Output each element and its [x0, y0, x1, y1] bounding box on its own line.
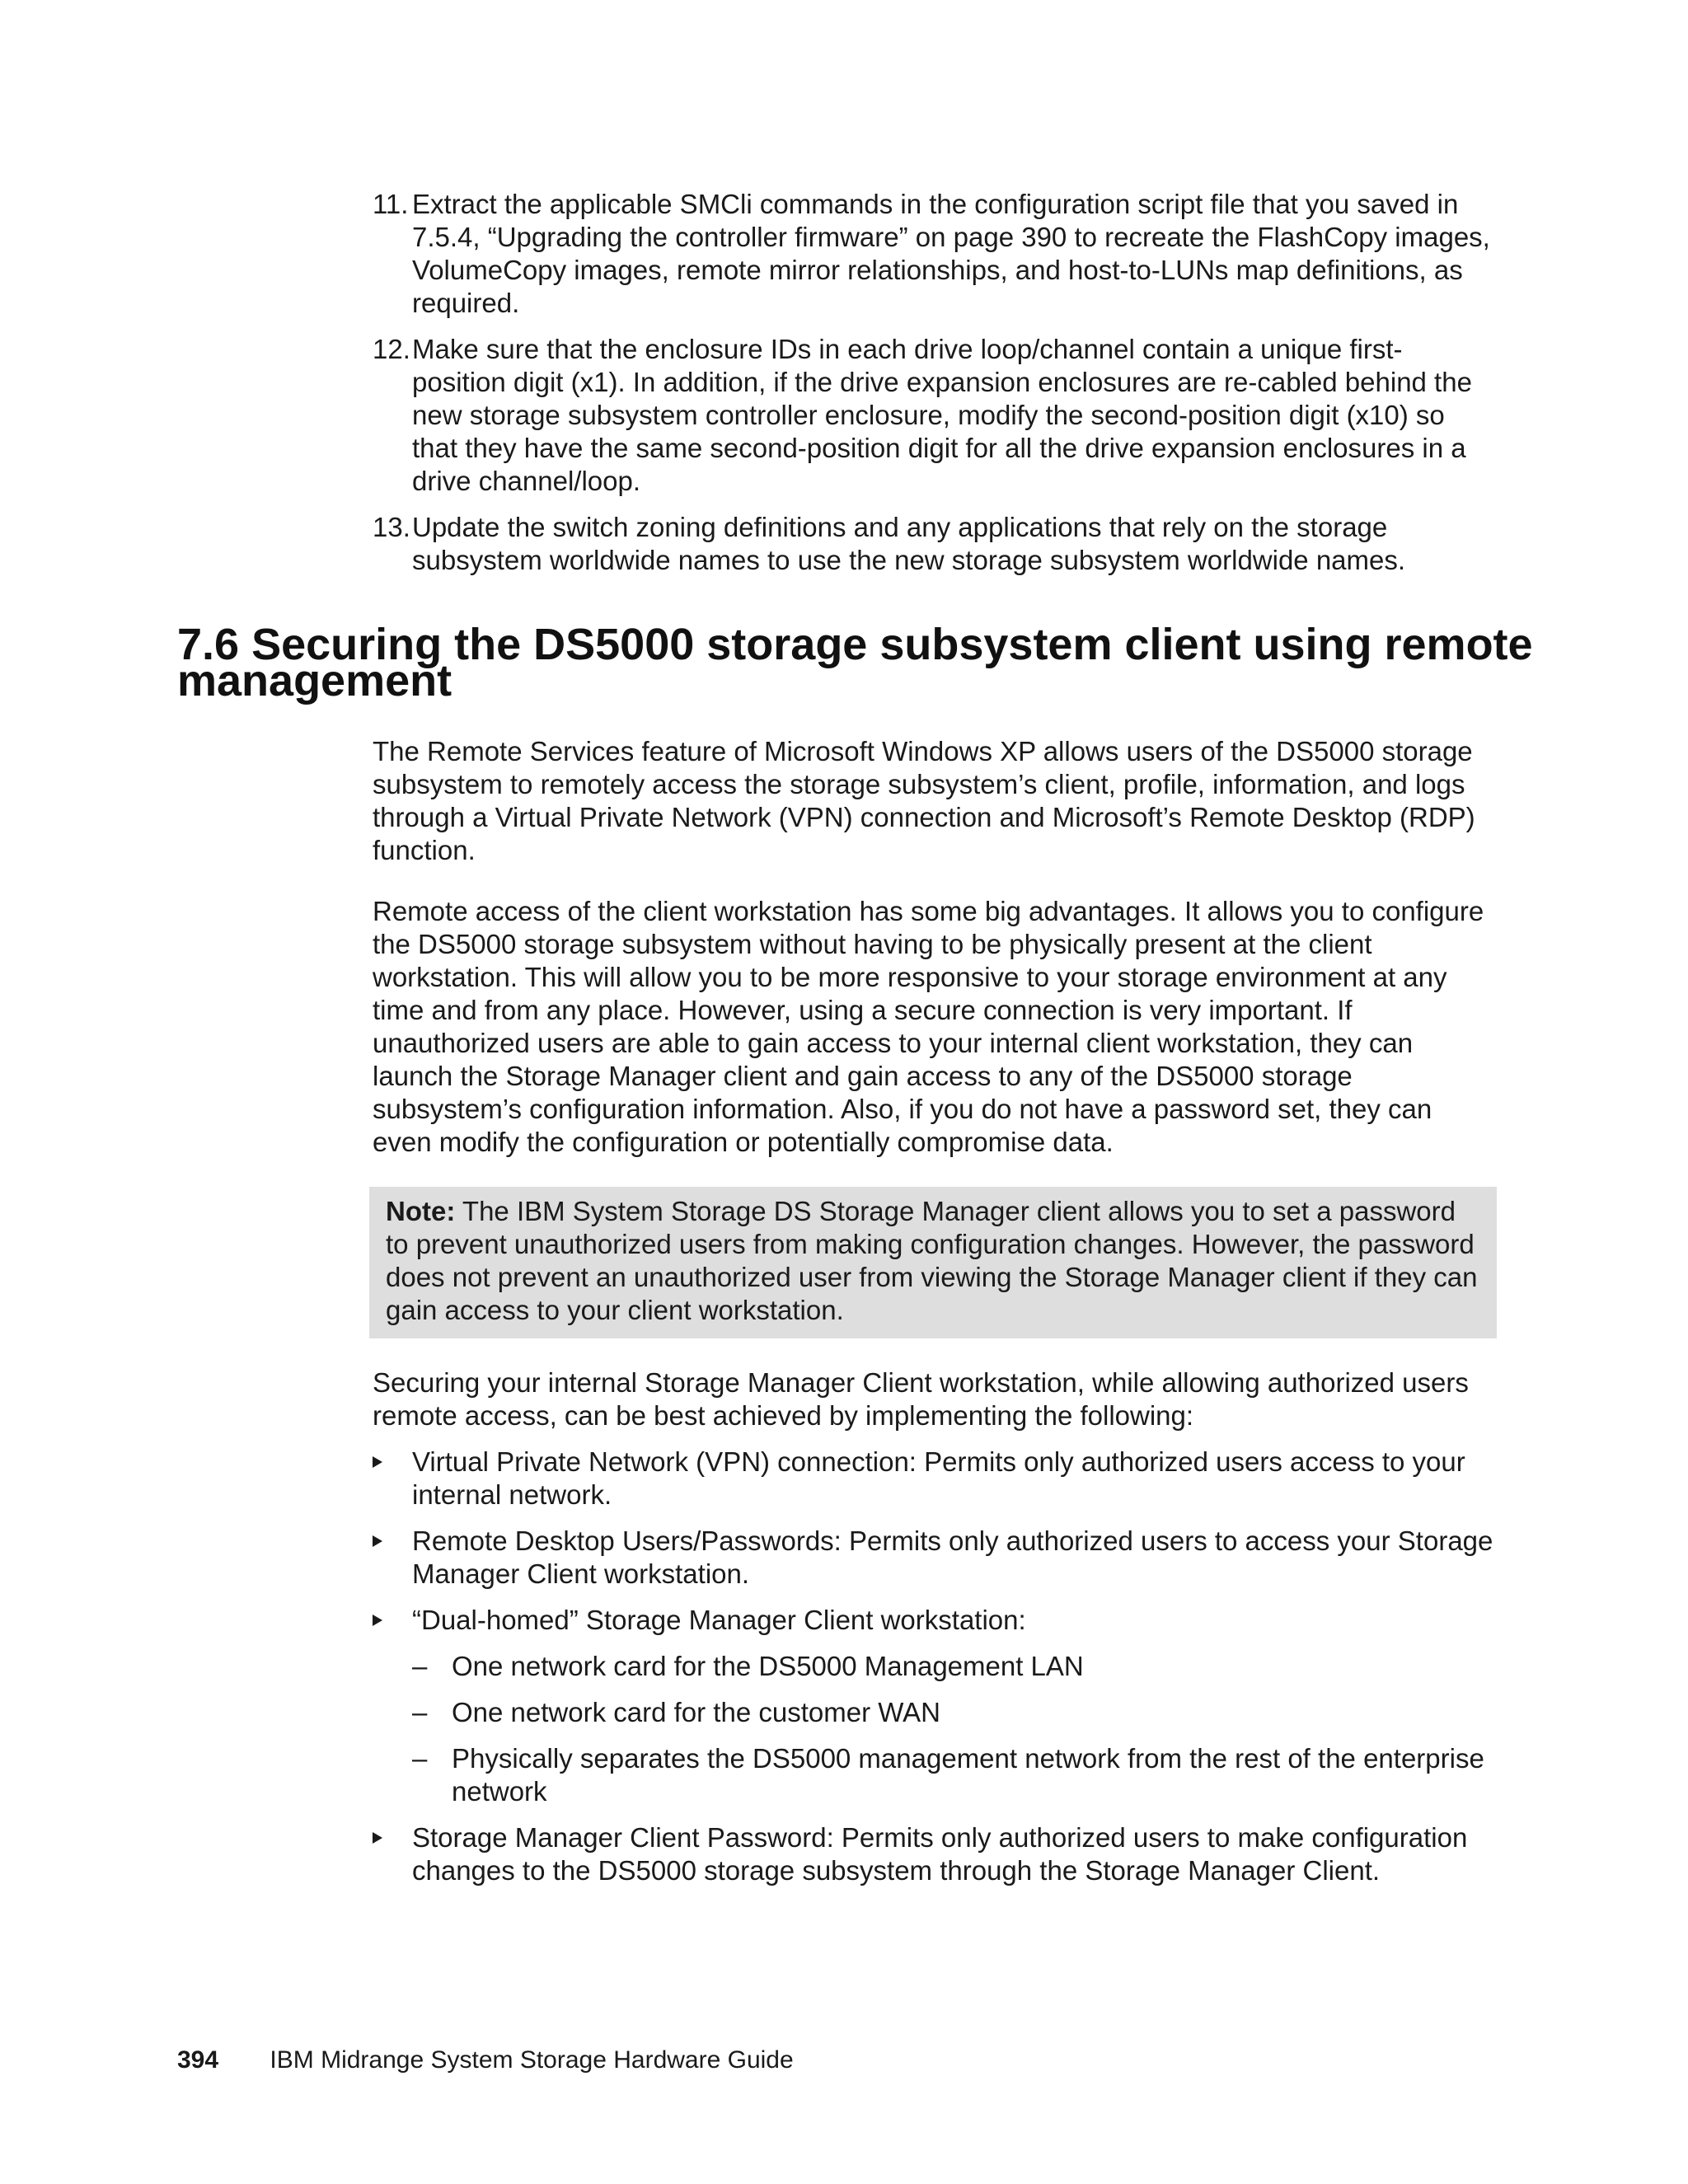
step-number: 11.	[373, 189, 409, 219]
sub-bullet-list	[412, 1650, 1493, 1808]
bullet-item	[373, 1525, 1493, 1591]
step-text: Extract the applicable SMCli commands in the configuration script file that you saved in 7.5.4, “Upgrading the controller firmware” on page 390 to recreate the FlashCopy images, VolumeCopy images, remote mirror relationships, and host-to-LUNs map definitions, as required.	[412, 189, 1490, 318]
section-heading: 7.6 Securing the DS5000 storage subsystem client using remote management	[177, 620, 1533, 705]
step-text: Make sure that the enclosure IDs in each drive loop/channel contain a unique first-position digit (x1). In addition, if the drive expansion enclosures are re-cabled behind the new storage subsystem controller enclosure, modify the second-position digit (x10) so that they have the same second-position digit for all the drive expansion enclosures in a drive channel/loop.	[412, 334, 1472, 496]
book-title: IBM Midrange System Storage Hardware Guide	[270, 2046, 794, 2074]
dash-marker: –	[412, 1651, 428, 1681]
step-item	[373, 333, 1493, 498]
section-body	[373, 735, 1493, 1900]
intro-paragraph: Securing your internal Storage Manager Client workstation, while allowing authorized users remote access, can be best achieved by implementing the following:	[373, 1367, 1469, 1431]
bullet-text: “Dual-homed” Storage Manager Client workstation:	[412, 1605, 1026, 1635]
step-item	[373, 511, 1493, 577]
triangle-bullet-icon	[373, 1535, 382, 1547]
triangle-bullet-icon	[373, 1832, 382, 1844]
bullet-text: Remote Desktop Users/Passwords: Permits only authorized users to access your Storage Manager Client workstation.	[412, 1526, 1493, 1589]
note-text: The IBM System Storage DS Storage Manager client allows you to set a password to prevent unauthorized users from making configuration changes. However, the password does not prevent an unauthorized user from viewing the Storage Manager client if they can gain access to your client workstation.	[386, 1196, 1478, 1325]
paragraph: The Remote Services feature of Microsoft Windows XP allows users of the DS5000 storage subsystem to remotely access the storage subsystem’s client, profile, information, and logs through a Virtual Private Network (VPN) connection and Microsoft’s Remote Desktop (RDP) function.	[373, 736, 1475, 865]
numbered-steps	[373, 188, 1493, 590]
sub-bullet-item	[412, 1696, 1493, 1729]
bullet-text: Storage Manager Client Password: Permits only authorized users to make configuration changes to the DS5000 storage subsystem through the Storage Manager Client.	[412, 1822, 1468, 1886]
note-label: Note:	[386, 1196, 456, 1226]
dash-marker: –	[412, 1743, 428, 1774]
sub-bullet-item	[412, 1650, 1493, 1683]
page-number: 394	[177, 2046, 219, 2074]
paragraph: Remote access of the client workstation has some big advantages. It allows you to configure the DS5000 storage subsystem without having to be physically present at the client workstation. This will allow you to be more responsive to your storage environment at any time and from any place. However, using a secure connection is very important. If unauthorized users are able to gain access to your internal client workstation, they can launch the Storage Manager client and gain access to any of the DS5000 storage subsystem’s configuration information. Also, if you do not have a password set, they can even modify the configuration or potentially compromise data.	[373, 896, 1484, 1157]
step-number: 12.	[373, 334, 410, 364]
page-footer	[177, 2044, 794, 2077]
sub-bullet-text: One network card for the customer WAN	[452, 1697, 940, 1727]
bullet-item	[373, 1604, 1493, 1808]
sub-bullet-item	[412, 1742, 1493, 1808]
dash-marker: –	[412, 1697, 428, 1727]
triangle-bullet-icon	[373, 1456, 382, 1468]
bullet-item	[373, 1446, 1493, 1511]
triangle-bullet-icon	[373, 1615, 382, 1626]
step-item	[373, 188, 1493, 320]
bullet-text: Virtual Private Network (VPN) connection: Permits only authorized users access to your internal network.	[412, 1446, 1465, 1510]
step-text: Update the switch zoning definitions and any applications that rely on the storage subsystem worldwide names to use the new storage subsystem worldwide names.	[412, 512, 1406, 575]
step-number: 13.	[373, 512, 410, 542]
sub-bullet-text: Physically separates the DS5000 management network from the rest of the enterprise network	[452, 1743, 1484, 1807]
bullet-item	[373, 1821, 1493, 1887]
sub-bullet-text: One network card for the DS5000 Management LAN	[452, 1651, 1084, 1681]
note-box	[369, 1187, 1497, 1338]
